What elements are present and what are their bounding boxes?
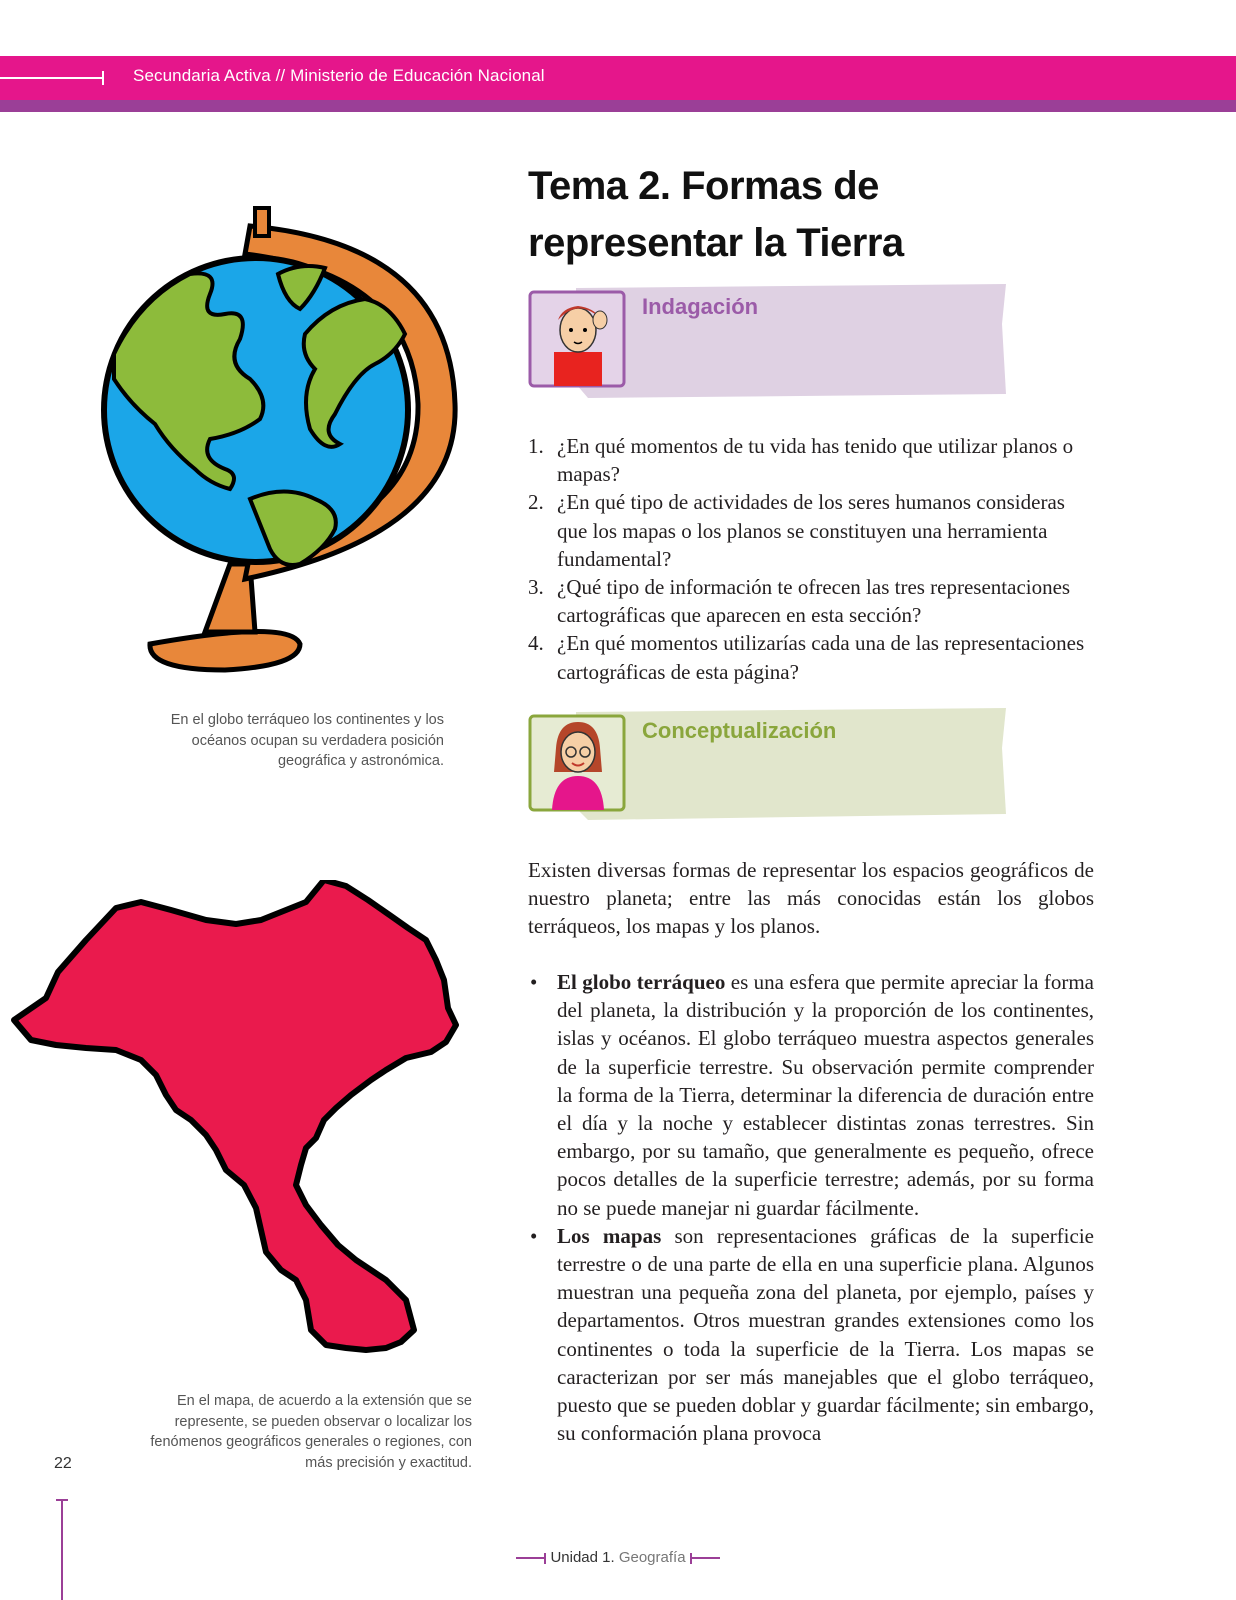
globe-caption: En el globo terráqueo los continentes y los océanos ocupan su verdadera posición geográfica y astronómica.	[170, 712, 444, 769]
question-text: ¿En qué tipo de actividades de los seres humanos consideras que los mapas o los planos se constituyen una herramienta fundamental?	[557, 490, 1065, 571]
bullet-text: es una esfera que permite apreciar la forma del planeta, la distribución y la proporción de los continentes, islas y océanos. El globo terráqueo muestra aspectos generales de la superficie terrestre. Su observación permite comprender la forma de la Tierra, determinar la diferencia de duración entre el día y la noche y establecer distintas zonas terrestres. Sin embargo, por su tamaño, que generalmente es pequeño, ofrece pocos detalles de la superficie terrestre; además, por su forma no se puede manejar ni guardar fácilmente.	[557, 970, 1095, 1220]
bullet-marker: •	[530, 970, 538, 994]
conceptualizacion-box	[528, 708, 1010, 822]
indagacion-label: Indagación	[642, 294, 759, 319]
question-text: ¿En qué momentos utilizarías cada una de las representaciones cartográficas de esta página?	[557, 631, 1085, 684]
footer	[0, 1549, 1236, 1566]
question-number: 2.	[528, 490, 544, 515]
teacher-girl-icon	[528, 714, 626, 812]
question-number: 3.	[528, 575, 544, 600]
list-item	[528, 968, 1094, 1222]
department-map-illustration	[6, 880, 476, 1370]
header-rule-tick	[102, 71, 104, 85]
conceptualizacion-label: Conceptualización	[642, 718, 837, 743]
intro-paragraph: Existen diversas formas de representar los espacios geográficos de nuestro planeta; entre las más conocidas están los globos terráqueos, los mapas y los planos.	[528, 858, 1094, 939]
footer-rule-left	[516, 1557, 544, 1559]
concept-bullets	[528, 968, 1094, 1447]
header-text: Secundaria Activa // Ministerio de Educación Nacional	[133, 66, 545, 85]
question-number: 1.	[528, 434, 544, 458]
list-item	[528, 432, 1098, 488]
question-text: ¿En qué momentos de tu vida has tenido que utilizar planos o mapas?	[557, 434, 1074, 487]
page-title	[528, 158, 1088, 272]
page-title-line-1: Tema 2. Formas de	[528, 164, 879, 208]
header-rule	[0, 77, 104, 79]
bullet-marker: •	[530, 1223, 538, 1248]
footer-unit: Unidad 1.	[550, 1549, 615, 1566]
bullet-text: son representaciones gráficas de la superficie terrestre o de una parte de ella en una superficie plana. Algunos muestran una pequeña zona del planeta, por ejemplo, países y departamentos. Otros muestran grandes extensiones como los continentes o toda la superficie de la Tierra. Los mapas se caracterizan por ser más manejables que el globo terráqueo, puesto que se pueden doblar y guardar fácilmente; sin embargo, su conformación plana provoca	[557, 1223, 1094, 1446]
bullet-term: El globo terráqueo	[557, 970, 726, 994]
indagacion-questions	[528, 432, 1098, 686]
globe-illustration	[100, 204, 480, 684]
page-number: 22	[54, 1455, 72, 1472]
question-text: ¿Qué tipo de información te ofrecen las tres representaciones cartográficas que aparecen en esta sección?	[557, 575, 1071, 628]
bullet-term: Los mapas	[557, 1223, 662, 1248]
map-caption: En el mapa, de acuerdo a la extensión que se represente, se pueden observar o localizar los fenómenos geográficos generales o regiones, con más precisión y exactitud.	[150, 1393, 472, 1471]
indagacion-box	[528, 284, 1010, 400]
thinking-boy-icon	[528, 290, 626, 388]
header-strip	[0, 100, 1236, 112]
page-title-line-2: representar la Tierra	[528, 221, 904, 265]
footer-rule-right	[692, 1557, 720, 1559]
question-number: 4.	[528, 631, 544, 656]
list-item	[528, 1222, 1094, 1448]
footer-tick-left	[544, 1553, 546, 1564]
list-item	[528, 488, 1098, 573]
list-item	[528, 629, 1098, 685]
footer-subject: Geografía	[618, 1549, 686, 1566]
list-item	[528, 573, 1098, 629]
